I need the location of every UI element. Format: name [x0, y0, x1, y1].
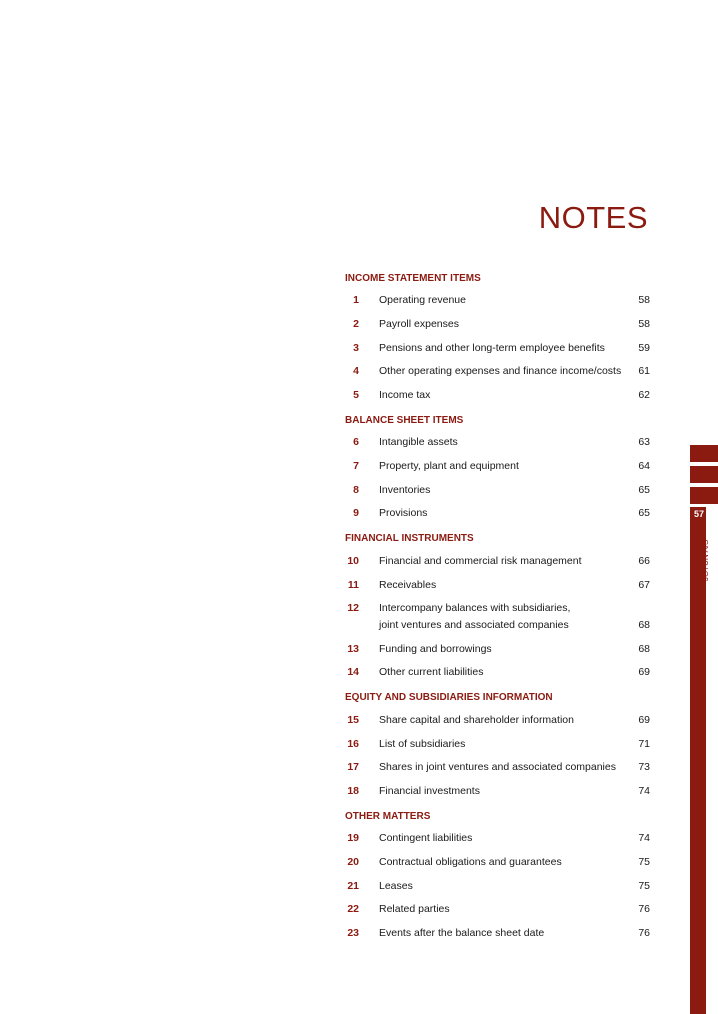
page-ref: 69 — [638, 666, 650, 678]
note-title: Other current liabilities — [379, 666, 484, 678]
note-number: 22 — [347, 903, 359, 915]
page-ref: 68 — [638, 643, 650, 655]
note-number: 14 — [347, 666, 359, 678]
page-ref: 62 — [638, 389, 650, 401]
note-title: Funding and borrowings — [379, 643, 492, 655]
note-number: 4 — [353, 365, 359, 377]
note-title: Pensions and other long-term employee benefits — [379, 342, 605, 354]
page-ref: 74 — [638, 785, 650, 797]
section-tab[interactable] — [690, 445, 718, 462]
note-number: 17 — [347, 761, 359, 773]
note-title: Events after the balance sheet date — [379, 927, 545, 939]
note-title: Payroll expenses — [379, 318, 459, 330]
page-ref: 66 — [638, 555, 650, 567]
note-title: List of subsidiaries — [379, 738, 466, 750]
page-ref: 63 — [638, 436, 650, 448]
note-title: Contingent liabilities — [379, 832, 473, 844]
note-number: 18 — [347, 785, 359, 797]
note-title: Share capital and shareholder information — [379, 714, 574, 726]
note-number: 15 — [347, 714, 359, 726]
section-heading: EQUITY AND SUBSIDIARIES INFORMATION — [345, 692, 553, 703]
page-ref: 75 — [638, 880, 650, 892]
page-ref: 76 — [638, 927, 650, 939]
note-number: 9 — [353, 507, 359, 519]
page-ref: 75 — [638, 856, 650, 868]
note-number: 16 — [347, 738, 359, 750]
note-number: 19 — [347, 832, 359, 844]
page-ref: 58 — [638, 318, 650, 330]
section-heading: OTHER MATTERS — [345, 811, 431, 822]
note-title: Financial and commercial risk management — [379, 555, 582, 567]
company-label: JOTUN A/S — [701, 539, 710, 581]
note-number: 13 — [347, 643, 359, 655]
note-title: Contractual obligations and guarantees — [379, 856, 562, 868]
page-ref: 67 — [638, 579, 650, 591]
note-title: Provisions — [379, 507, 428, 519]
note-number: 6 — [353, 436, 359, 448]
page-number: 57 — [693, 509, 704, 519]
page-ref: 76 — [638, 903, 650, 915]
page-ref: 59 — [638, 342, 650, 354]
section-heading: BALANCE SHEET ITEMS — [345, 415, 464, 426]
page-ref: 71 — [638, 738, 650, 750]
note-title: Related parties — [379, 903, 450, 915]
sidebar-gap — [706, 525, 718, 1014]
note-number: 5 — [353, 389, 359, 401]
note-title: Receivables — [379, 579, 437, 591]
note-number: 1 — [353, 294, 359, 306]
note-number: 23 — [347, 927, 359, 939]
page-ref: 68 — [638, 619, 650, 631]
page-ref: 61 — [638, 365, 650, 377]
page-ref: 69 — [638, 714, 650, 726]
note-number: 21 — [347, 880, 359, 892]
note-number: 20 — [347, 856, 359, 868]
note-title: Operating revenue — [379, 294, 466, 306]
section-heading: FINANCIAL INSTRUMENTS — [345, 533, 474, 544]
note-title: Other operating expenses and finance income/costs — [379, 365, 622, 377]
note-title: Income tax — [379, 389, 431, 401]
sidebar-band — [690, 507, 706, 1014]
note-number: 2 — [353, 318, 359, 330]
section-heading: INCOME STATEMENT ITEMS — [345, 273, 481, 284]
note-number: 8 — [353, 484, 359, 496]
note-title: Property, plant and equipment — [379, 460, 519, 472]
note-number: 7 — [353, 460, 359, 472]
page-ref: 73 — [638, 761, 650, 773]
note-number: 3 — [353, 342, 359, 354]
page-ref: 65 — [638, 507, 650, 519]
note-title: Inventories — [379, 484, 431, 496]
note-title: Leases — [379, 880, 413, 892]
note-title: Financial investments — [379, 785, 480, 797]
note-number: 10 — [347, 555, 359, 567]
page-ref: 58 — [638, 294, 650, 306]
page-ref: 64 — [638, 460, 650, 472]
note-title: Shares in joint ventures and associated companies — [379, 761, 616, 773]
note-number: 11 — [347, 579, 359, 591]
page-ref: 65 — [638, 484, 650, 496]
note-title-line-2: joint ventures and associated companies — [379, 619, 569, 631]
note-title: Intercompany balances with subsidiaries, — [379, 602, 571, 614]
note-number: 12 — [347, 602, 359, 614]
section-tab[interactable] — [690, 487, 718, 504]
note-title: Intangible assets — [379, 436, 458, 448]
page-ref: 74 — [638, 832, 650, 844]
page-title: NOTES — [538, 200, 648, 235]
section-tab[interactable] — [690, 466, 718, 483]
